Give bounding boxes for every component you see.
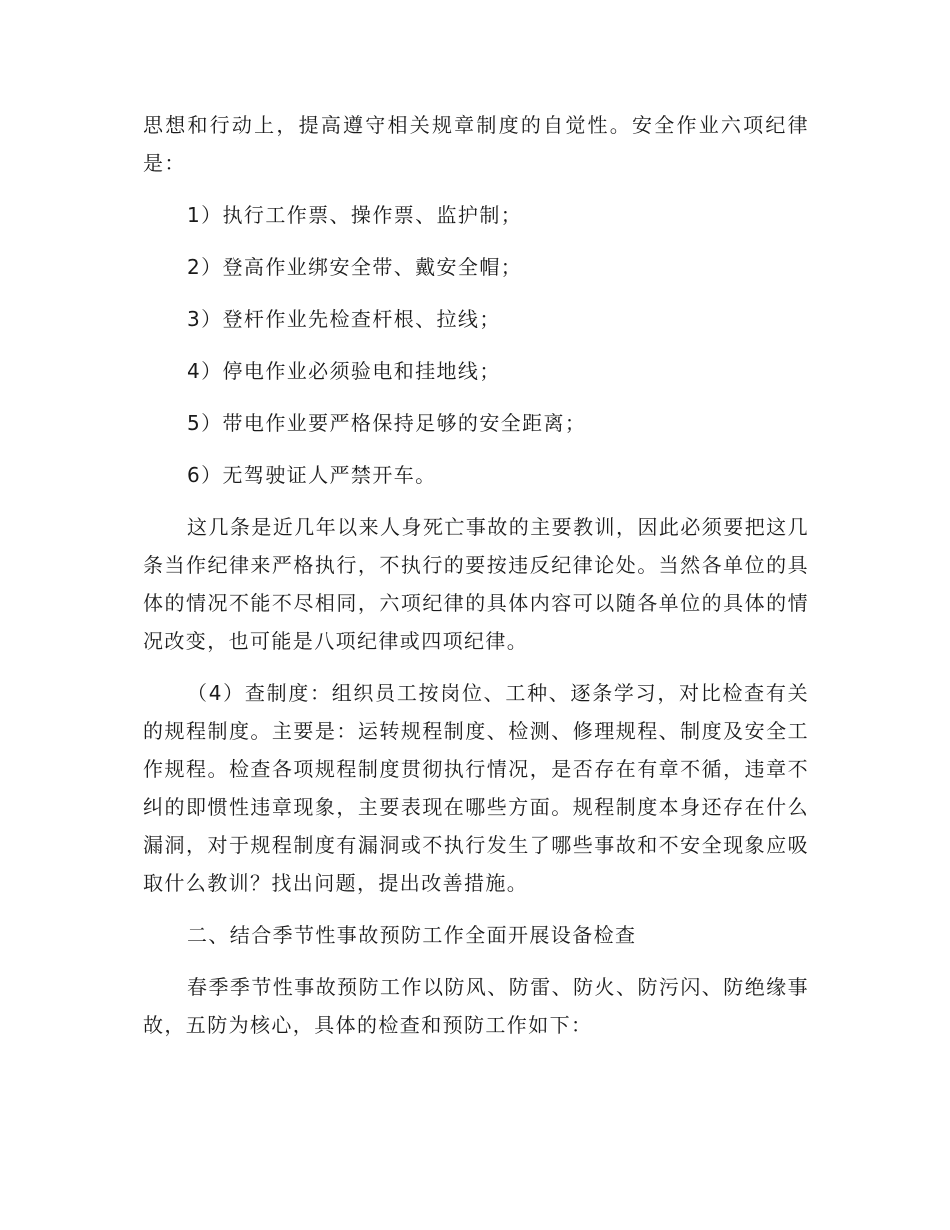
intro-paragraph: 思想和行动上，提高遵守相关规章制度的自觉性。安全作业六项纪律是： [143, 113, 809, 175]
spring-paragraph: 春季季节性事故预防工作以防风、防雷、防火、防污闪、防绝缘事故，五防为核心，具体的检查和预防工作如下： [143, 975, 809, 1037]
list-item-1: 1）执行工作票、操作票、监护制； [187, 203, 523, 227]
spacer [143, 660, 809, 674]
regulations-paragraph: （4）查制度：组织员工按岗位、工种、逐条学习，对比检查有关的规程制度。主要是：运转规程制度、检测、修理规程、制度及安全工作规程。检查各项规程制度贯彻执行情况，是否存在有章不循，违章不纠的即惯性违章现象，主要表现在哪些方面。规程制度本身还存在什么漏洞，对于规程制度有漏洞或不执行发生了哪些事故和不安全现象应吸取什么教训？找出问题，提出改善措施。 [143, 681, 809, 895]
document-body [143, 106, 809, 1044]
list-item-4: 4）停电作业必须验电和挂地线； [187, 359, 501, 383]
spacer [143, 442, 809, 456]
spacer [143, 494, 809, 508]
spacer [143, 182, 809, 196]
list-item-6: 6）无驾驶证人严禁开车。 [187, 463, 437, 487]
spacer [143, 954, 809, 968]
lessons-paragraph: 这几条是近几年以来人身死亡事故的主要教训，因此必须要把这几条当作纪律来严格执行，不执行的要按违反纪律论处。当然各单位的具体的情况不能不尽相同，六项纪律的具体内容可以随各单位的具体的情况改变，也可能是八项纪律或四项纪律。 [143, 515, 809, 653]
spacer [143, 390, 809, 404]
spacer [143, 286, 809, 300]
list-item-3: 3）登杆作业先检查杆根、拉线； [187, 307, 501, 331]
spacer [143, 902, 809, 916]
spacer [143, 234, 809, 248]
list-item-5: 5）带电作业要严格保持足够的安全距离； [187, 411, 587, 435]
section-heading: 二、结合季节性事故预防工作全面开展设备检查 [187, 923, 637, 947]
spacer [143, 338, 809, 352]
list-item-2: 2）登高作业绑安全带、戴安全帽； [187, 255, 523, 279]
